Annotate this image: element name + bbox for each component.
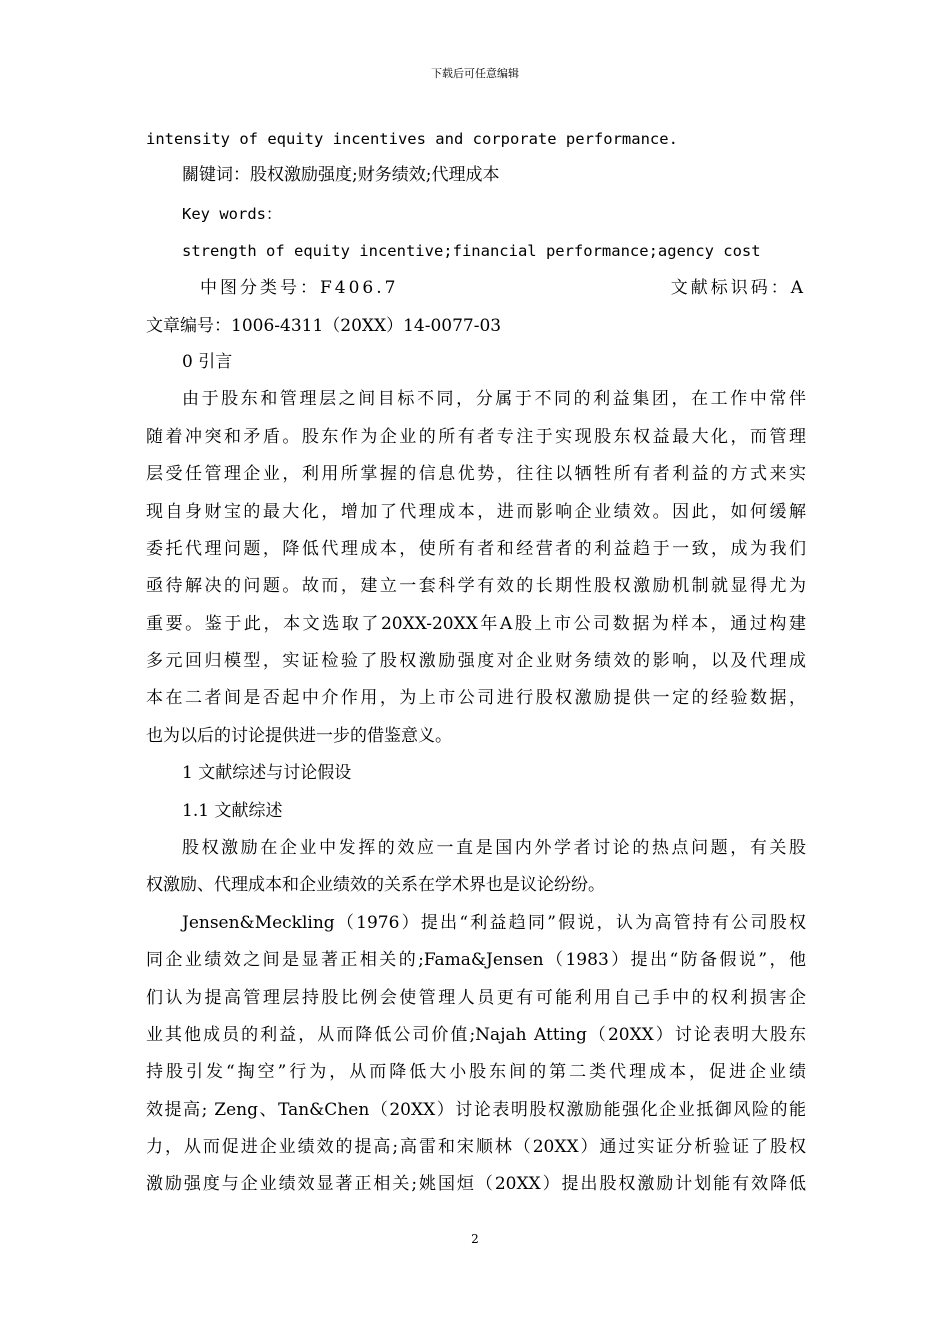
intro-line: 现自身财宝的最大化，增加了代理成本，进而影响企业绩效。因此，如何缓解: [146, 502, 806, 522]
intro-line: 重要。鉴于此，本文选取了20XX-20XX年A股上市公司数据为样本，通过构建: [146, 614, 806, 634]
lit-para2-line: 同企业绩效之间是显著正相关的;Fama&Jensen（1983）提出“防备假说”，他: [146, 950, 806, 970]
lit-para1-line: 股权激励在企业中发挥的效应一直是国内外学者讨论的热点问题，有关股: [182, 838, 806, 858]
section-heading-1-1: 1.1 文献综述: [182, 801, 283, 821]
lit-para2-line: 持股引发“掏空”行为，从而降低大小股东间的第二类代理成本，促进企业绩: [146, 1062, 806, 1082]
document-code: 文献标识码：A: [670, 278, 806, 298]
classification-line: [200, 277, 806, 299]
lit-para2-line: 业其他成员的利益，从而降低公司价值;Najah Atting（20XX）讨论表明大股东: [146, 1025, 806, 1045]
intro-line: 也为以后的讨论提供进一步的借鉴意义。: [146, 726, 452, 746]
article-number: 文章编号：1006-4311（20XX）14-0077-03: [146, 316, 502, 336]
section-heading-0: 0 引言: [182, 352, 233, 372]
intro-line: 多元回归模型，实证检验了股权激励强度对企业财务绩效的影响，以及代理成: [146, 651, 806, 671]
page-number: 2: [471, 1232, 479, 1246]
clc-number: 中图分类号：F406.7: [200, 278, 399, 298]
abstract-tail: intensity of equity incentives and corporate performance.: [146, 130, 678, 148]
keywords-cn: 關键词：股权激励强度;财务绩效;代理成本: [182, 165, 500, 185]
keywords-en-label: Key words：: [182, 205, 282, 223]
keywords-en: strength of equity incentive;financial performance;agency cost: [182, 242, 761, 260]
lit-para2-line: 们认为提高管理层持股比例会使管理人员更有可能利用自己手中的权利损害企: [146, 988, 806, 1008]
lit-para2-line: 激励强度与企业绩效显著正相关;姚国烜（20XX）提出股权激励计划能有效降低: [146, 1174, 806, 1194]
lit-para1-line: 权激励、代理成本和企业绩效的关系在学术界也是议论纷纷。: [146, 875, 605, 895]
intro-line: 亟待解决的问题。故而，建立一套科学有效的长期性股权激励机制就显得尤为: [146, 576, 806, 596]
intro-line: 随着冲突和矛盾。股东作为企业的所有者专注于实现股东权益最大化，而管理: [146, 427, 806, 447]
section-heading-1: 1 文献综述与讨论假设: [182, 763, 352, 783]
page-header: 下载后可任意编辑: [431, 67, 519, 80]
lit-para2-line: 力，从而促进企业绩效的提高;高雷和宋顺林（20XX）通过实证分析验证了股权: [146, 1137, 806, 1157]
intro-line: 由于股东和管理层之间目标不同，分属于不同的利益集团，在工作中常伴: [182, 389, 806, 409]
intro-line: 委托代理问题，降低代理成本，使所有者和经营者的利益趋于一致，成为我们: [146, 539, 806, 559]
lit-para2-line: 效提高; Zeng、Tan&Chen（20XX）讨论表明股权激励能强化企业抵御风险的能: [146, 1100, 806, 1120]
intro-line: 层受任管理企业，利用所掌握的信息优势，往往以牺牲所有者利益的方式来实: [146, 464, 806, 484]
lit-para2-line: Jensen&Meckling（1976）提出“利益趋同”假说，认为高管持有公司股权: [182, 913, 806, 933]
intro-line: 本在二者间是否起中介作用，为上市公司进行股权激励提供一定的经验数据，: [146, 688, 806, 708]
